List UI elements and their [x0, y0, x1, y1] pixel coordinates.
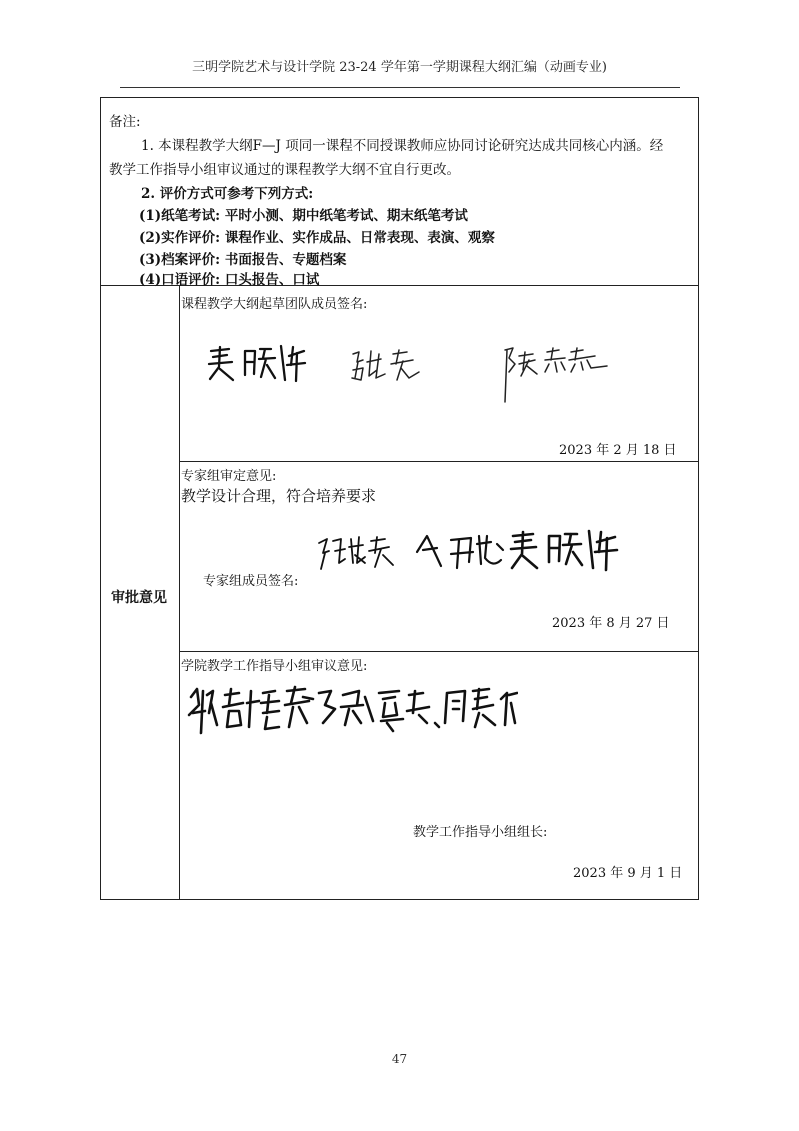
- draft-separator: [179, 461, 698, 462]
- approval-table: [100, 97, 699, 900]
- method-item: (4)口语评价: 口头报告、口试: [139, 272, 320, 288]
- expert-members-label: 专家组成员签名:: [203, 574, 299, 589]
- notes-item1-line2: 教学工作指导小组审议通过的课程教学大纲不宜自行更改。: [109, 162, 460, 178]
- college-leader-label: 教学工作指导小组组长:: [413, 825, 548, 840]
- handwritten-signature: [505, 528, 635, 578]
- expert-separator: [179, 651, 698, 652]
- expert-opinion: 教学设计合理，符合培养要求: [181, 487, 377, 505]
- handwritten-signature: [349, 348, 429, 384]
- approval-row-label: 审批意见: [111, 590, 167, 606]
- method-item: (1)纸笔考试: 平时小测、期中纸笔考试、期末纸笔考试: [139, 208, 468, 224]
- notes-heading: 备注:: [109, 114, 141, 130]
- handwritten-signature: [315, 533, 410, 578]
- college-label: 学院教学工作指导小组审议意见:: [181, 659, 368, 674]
- expert-date: 2023 年 8 月 27 日: [552, 616, 670, 631]
- document-header: 三明学院艺术与设计学院 23-24 学年第一学期课程大纲汇编（动画专业): [192, 60, 607, 75]
- handwritten-signature: [413, 530, 508, 578]
- college-date: 2023 年 9 月 1 日: [573, 866, 683, 881]
- label-column-separator: [179, 285, 180, 899]
- handwritten-opinion: [183, 683, 518, 743]
- method-item: (3)档案评价: 书面报告、专题档案: [139, 252, 347, 268]
- handwritten-signature: [205, 343, 310, 388]
- notes-item1-line1: 1. 本课程教学大纲F—J 项同一课程不同授课教师应协同讨论研究达成共同核心内涵。经: [141, 138, 664, 154]
- method-item: (2)实作评价: 课程作业、实作成品、日常表现、表演、观察: [139, 230, 495, 246]
- handwritten-signature: [499, 346, 609, 406]
- drafting-label: 课程教学大纲起草团队成员签名:: [181, 297, 368, 312]
- expert-label: 专家组审定意见:: [181, 469, 277, 484]
- notes-item2-heading: 2. 评价方式可参考下列方式:: [141, 186, 314, 202]
- page-number: 47: [391, 1052, 408, 1066]
- header-rule: [120, 87, 680, 88]
- drafting-date: 2023 年 2 月 18 日: [559, 443, 677, 458]
